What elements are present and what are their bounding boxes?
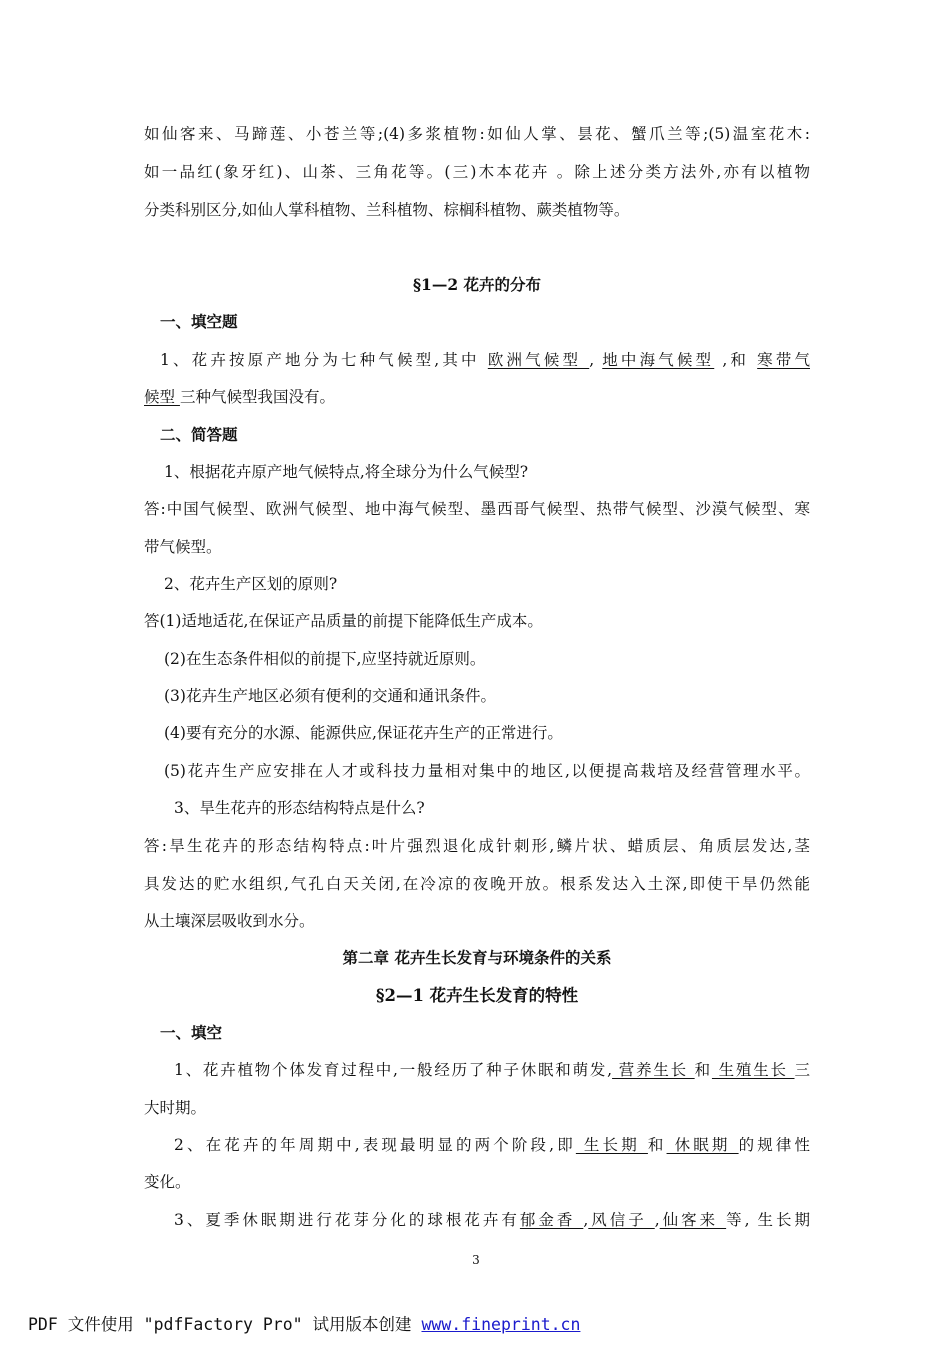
answer-blank: 候型 (144, 388, 180, 406)
question-text: 3、夏季休眠期进行花芽分化的球根花卉有 (174, 1211, 520, 1229)
chapter-2-title: 第二章 花卉生长发育与环境条件的关系 (342, 948, 612, 967)
question-text: , (589, 351, 603, 369)
intro-line-2: 如一品红(象牙红)、山茶、三角花等。(三)木本花卉 。除上述分类方法外,亦有以植物 (144, 163, 810, 181)
section-title-2-1: §2—1 花卉生长发育的特性 (375, 986, 579, 1005)
short-answer-2-line-2: (2)在生态条件相似的前提下,应坚持就近原则。 (164, 650, 486, 668)
answer-blank: 风信子 (588, 1211, 655, 1229)
intro-line-1: 如仙客来、马蹄莲、小苍兰等;(4)多浆植物:如仙人掌、昙花、蟹爪兰等;(5)温室花木: (144, 125, 810, 143)
answer-blank: 营养生长 (612, 1061, 695, 1079)
fill-question-2-2-cont: 变化。 (144, 1173, 191, 1191)
answer-blank: 生殖生长 (711, 1061, 795, 1079)
short-answer-3-line-2: 具发达的贮水组织,气孔白天关闭,在冷凉的夜晚开放。根系发达入土深,即使干旱仍然能 (144, 875, 810, 893)
answer-blank: 欧洲气候型 (487, 351, 590, 369)
question-text: 的规律性 (738, 1136, 810, 1154)
fill-question-2-2 (174, 1134, 810, 1156)
question-text: ,和 (714, 351, 758, 369)
answer-blank: 仙客来 (659, 1211, 727, 1229)
answer-blank: 郁金香 (519, 1211, 584, 1229)
short-answer-2-line-1: 答(1)适地适花,在保证产品质量的前提下能降低生产成本。 (144, 612, 543, 630)
fill-blank-heading: 一、填空题 (160, 312, 238, 331)
short-answer-2-line-3: (3)花卉生产地区必须有便利的交通和通讯条件。 (164, 687, 496, 705)
short-question-2: 2、花卉生产区划的原则? (164, 575, 338, 593)
page-number: 3 (472, 1253, 480, 1267)
intro-line-3: 分类科别区分,如仙人掌科植物、兰科植物、棕榈科植物、蕨类植物等。 (144, 201, 630, 219)
short-answer-1-line-2: 带气候型。 (144, 538, 222, 556)
section-title-1-2: §1—2 花卉的分布 (412, 275, 542, 294)
answer-blank: 寒带气 (757, 351, 810, 369)
question-text: 等, 生长期 (726, 1211, 810, 1229)
fill-question-2-1 (174, 1059, 810, 1081)
question-text: 和 (694, 1061, 712, 1079)
pdf-footer (28, 1311, 580, 1335)
question-text: 2、在花卉的年周期中,表现最明显的两个阶段,即 (174, 1136, 576, 1154)
question-text: 1、花卉植物个体发育过程中,一般经历了种子休眠和萌发, (174, 1061, 613, 1079)
question-text: 和 (647, 1136, 667, 1154)
question-text: 1、花卉按原产地分为七种气候型,其中 (160, 351, 488, 369)
short-answer-3-line-3: 从土壤深层吸收到水分。 (144, 912, 315, 930)
fill-heading-2: 一、填空 (160, 1023, 223, 1042)
short-answer-1-line-1: 答:中国气候型、欧洲气候型、地中海气候型、墨西哥气候型、热带气候型、沙漠气候型、寒 (144, 500, 810, 518)
question-text: 三种气候型我国没有。 (179, 388, 335, 406)
fill-question-1-cont (144, 386, 810, 408)
answer-blank: 生长期 (575, 1136, 648, 1154)
question-text: , (654, 1211, 660, 1229)
short-answer-2-line-5: (5)花卉生产应安排在人才或科技力量相对集中的地区,以便提高栽培及经营管理水平。 (164, 762, 810, 780)
short-question-1: 1、根据花卉原产地气候特点,将全球分为什么气候型? (164, 463, 529, 481)
short-answer-2-line-4: (4)要有充分的水源、能源供应,保证花卉生产的正常进行。 (164, 724, 563, 742)
footer-link[interactable]: www.fineprint.cn (421, 1315, 581, 1334)
question-text: 三 (794, 1061, 810, 1079)
fill-question-1 (160, 349, 810, 371)
footer-text: PDF 文件使用 "pdfFactory Pro" 试用版本创建 (28, 1315, 422, 1334)
short-question-3: 3、旱生花卉的形态结构特点是什么? (174, 799, 425, 817)
answer-blank: 地中海气候型 (602, 351, 715, 369)
answer-blank: 休眠期 (666, 1136, 739, 1154)
fill-question-2-3 (174, 1209, 810, 1231)
question-text: , (583, 1211, 589, 1229)
short-answer-heading: 二、简答题 (160, 425, 238, 444)
short-answer-3-line-1: 答:旱生花卉的形态结构特点:叶片强烈退化成针刺形,鳞片状、蜡质层、角质层发达,茎 (144, 837, 810, 855)
fill-question-2-1-cont: 大时期。 (144, 1099, 207, 1117)
